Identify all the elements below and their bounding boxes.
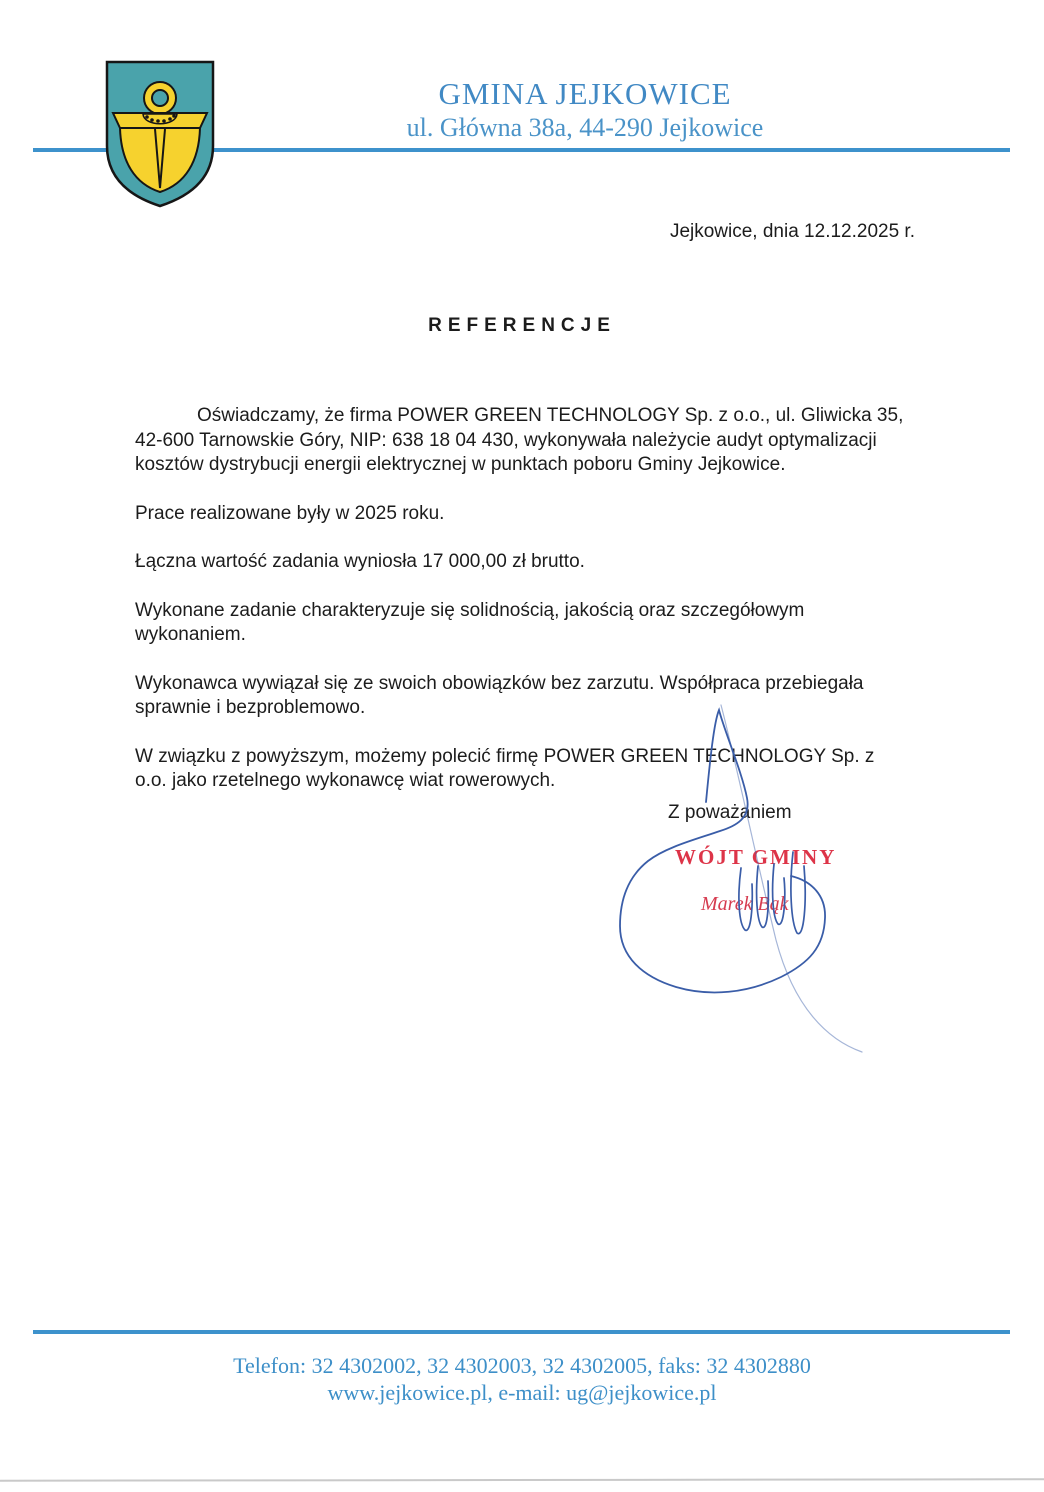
org-address: ul. Główna 38a, 44-290 Jejkowice — [406, 113, 764, 142]
footer-web-line: www.jejkowice.pl, e-mail: ug@jejkowice.pl — [327, 1380, 717, 1405]
paragraph: Oświadczamy, że firma POWER GREEN TECHNOLOGY Sp. z o.o., ul. Gliwicka 35, 42-600 Tarnowskie Góry, NIP: 638 18 04 430, wykonywała należycie audyt optymalizacji kosztów dystrybucji energii elektrycznej w punktach poboru Gminy Jejkowice. — [135, 405, 904, 475]
org-name: GMINA JEJKOWICE — [438, 76, 732, 111]
closing-phrase: Z poważaniem — [668, 802, 792, 823]
paragraph: W związku z powyższym, możemy polecić firmę POWER GREEN TECHNOLOGY Sp. z o.o. jako rzetelnego wykonawcę wiat rowerowych. — [135, 745, 875, 791]
signer-name-stamp: Marek Bąk — [701, 893, 789, 915]
jejkowice-coat-of-arms-icon — [103, 58, 217, 210]
letter-body — [135, 404, 910, 818]
footer-divider — [33, 1330, 1010, 1334]
signer-role-stamp: WÓJT GMINY — [675, 845, 837, 869]
scan-artifact-line — [0, 1478, 1044, 1481]
footer-phone-line: Telefon: 32 4302002, 32 4302003, 32 4302005, faks: 32 4302880 — [233, 1353, 811, 1378]
letterhead — [300, 76, 870, 143]
document-title: REFERENCJE — [428, 315, 616, 336]
paragraph: Łączna wartość zadania wyniosła 17 000,00 zł brutto. — [135, 551, 585, 572]
date-line: Jejkowice, dnia 12.12.2025 r. — [669, 221, 915, 242]
paragraph: Wykonane zadanie charakteryzuje się solidnością, jakością oraz szczegółowym wykonaniem. — [135, 599, 805, 645]
paragraph: Prace realizowane były w 2025 roku. — [135, 502, 445, 524]
paragraph: Wykonawca wywiązał się ze swoich obowiązków bez zarzutu. Współpraca przebiegała sprawnie i bezproblemowo. — [135, 672, 864, 718]
footer-contact — [0, 1352, 1044, 1406]
